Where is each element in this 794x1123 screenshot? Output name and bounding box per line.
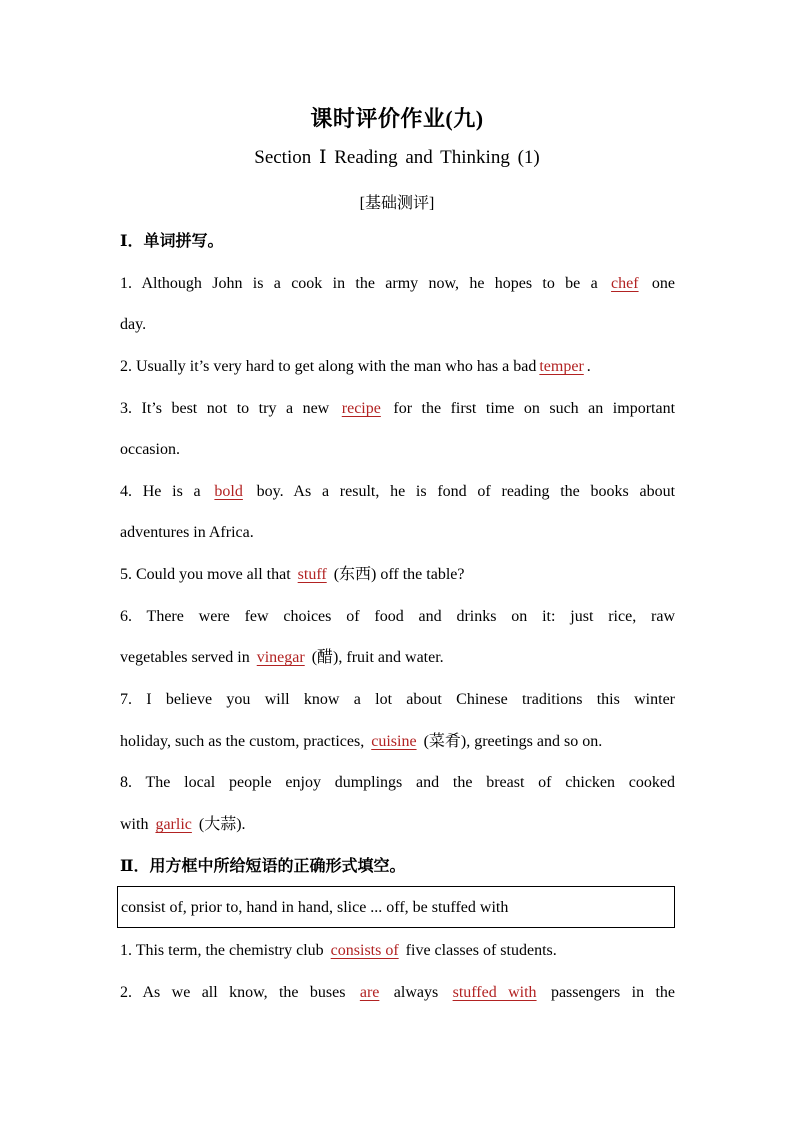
- p2-q2-answer-1: are: [359, 984, 380, 1001]
- q8-answer: garlic: [155, 816, 192, 833]
- q5-text-b: (东西) off the table?: [333, 566, 465, 583]
- q6-line2: [120, 647, 675, 669]
- q2-answer: temper: [539, 358, 584, 375]
- q4-text: 4. He is a: [120, 483, 201, 500]
- q1-line2: day.: [120, 316, 147, 333]
- q7-text-b: holiday, such as the custom, practices,: [120, 733, 365, 750]
- q6-text-b: vegetables served in: [120, 649, 250, 666]
- p2-q2-text-b: always: [393, 984, 439, 1001]
- q4-line1: [120, 481, 675, 503]
- q2-text-b: .: [586, 358, 591, 375]
- p2-q1-line: [120, 940, 675, 962]
- q4-line2: adventures in Africa.: [120, 524, 254, 541]
- q1-line1: [120, 273, 675, 295]
- p2-q2-text: 2. As we all know, the buses: [120, 984, 346, 1001]
- q3-answer: recipe: [341, 400, 381, 417]
- q6-answer: vinegar: [256, 649, 305, 666]
- q3-text: 3. It’s best not to try a new: [120, 400, 330, 417]
- q5-text: 5. Could you move all that: [120, 566, 291, 583]
- q3-text-b: for the first time on such an important: [393, 400, 676, 417]
- q6-text-c: (醋), fruit and water.: [311, 649, 444, 666]
- part1-heading: Ⅰ．单词拼写。: [120, 233, 224, 250]
- section-tag: [基础测评]: [359, 195, 435, 212]
- q4-answer: bold: [214, 483, 243, 500]
- q3-line1: [120, 398, 675, 420]
- q7-answer: cuisine: [371, 733, 417, 750]
- section-subtitle: Section Ⅰ Reading and Thinking (1): [254, 147, 540, 168]
- q5-answer: stuff: [297, 566, 327, 583]
- q3-line2: occasion.: [120, 441, 180, 458]
- q1-answer: chef: [611, 275, 639, 292]
- q1-text-b: one: [651, 275, 676, 292]
- part2-heading: Ⅱ．用方框中所给短语的正确形式填空。: [120, 858, 406, 875]
- page-title: 课时评价作业(九): [310, 106, 484, 131]
- q7-line2: [120, 731, 675, 753]
- p2-q2-answer-2: stuffed with: [452, 984, 537, 1001]
- q4-text-b: boy. As a result, he is fond of reading the books about: [256, 483, 676, 500]
- q8-text-c: (大蒜).: [198, 816, 246, 833]
- q8-line2: [120, 814, 675, 836]
- p2-q1-text-b: five classes of students.: [405, 942, 557, 959]
- q2-text: 2. Usually it’s very hard to get along with the man who has a bad: [120, 358, 537, 375]
- q7-text-c: (菜肴), greetings and so on.: [423, 733, 603, 750]
- q8-line1: 8. The local people enjoy dumplings and the breast of chicken cooked: [120, 774, 675, 791]
- p2-q2-line: [120, 982, 675, 1004]
- p2-q1-answer: consists of: [330, 942, 399, 959]
- p2-q1-text: 1. This term, the chemistry club: [120, 942, 324, 959]
- q2-line: [120, 356, 675, 378]
- q1-text: 1. Although John is a cook in the army now, he hopes to be a: [120, 275, 598, 292]
- q7-line1: 7. I believe you will know a lot about Chinese traditions this winter: [120, 691, 675, 708]
- p2-q2-text-c: passengers in the: [550, 984, 676, 1001]
- q5-line: [120, 564, 675, 586]
- phrase-box: consist of, prior to, hand in hand, slice ... off, be stuffed with: [117, 886, 675, 928]
- q6-line1: 6. There were few choices of food and drinks on it: just rice, raw: [120, 608, 675, 625]
- q8-text-b: with: [120, 816, 149, 833]
